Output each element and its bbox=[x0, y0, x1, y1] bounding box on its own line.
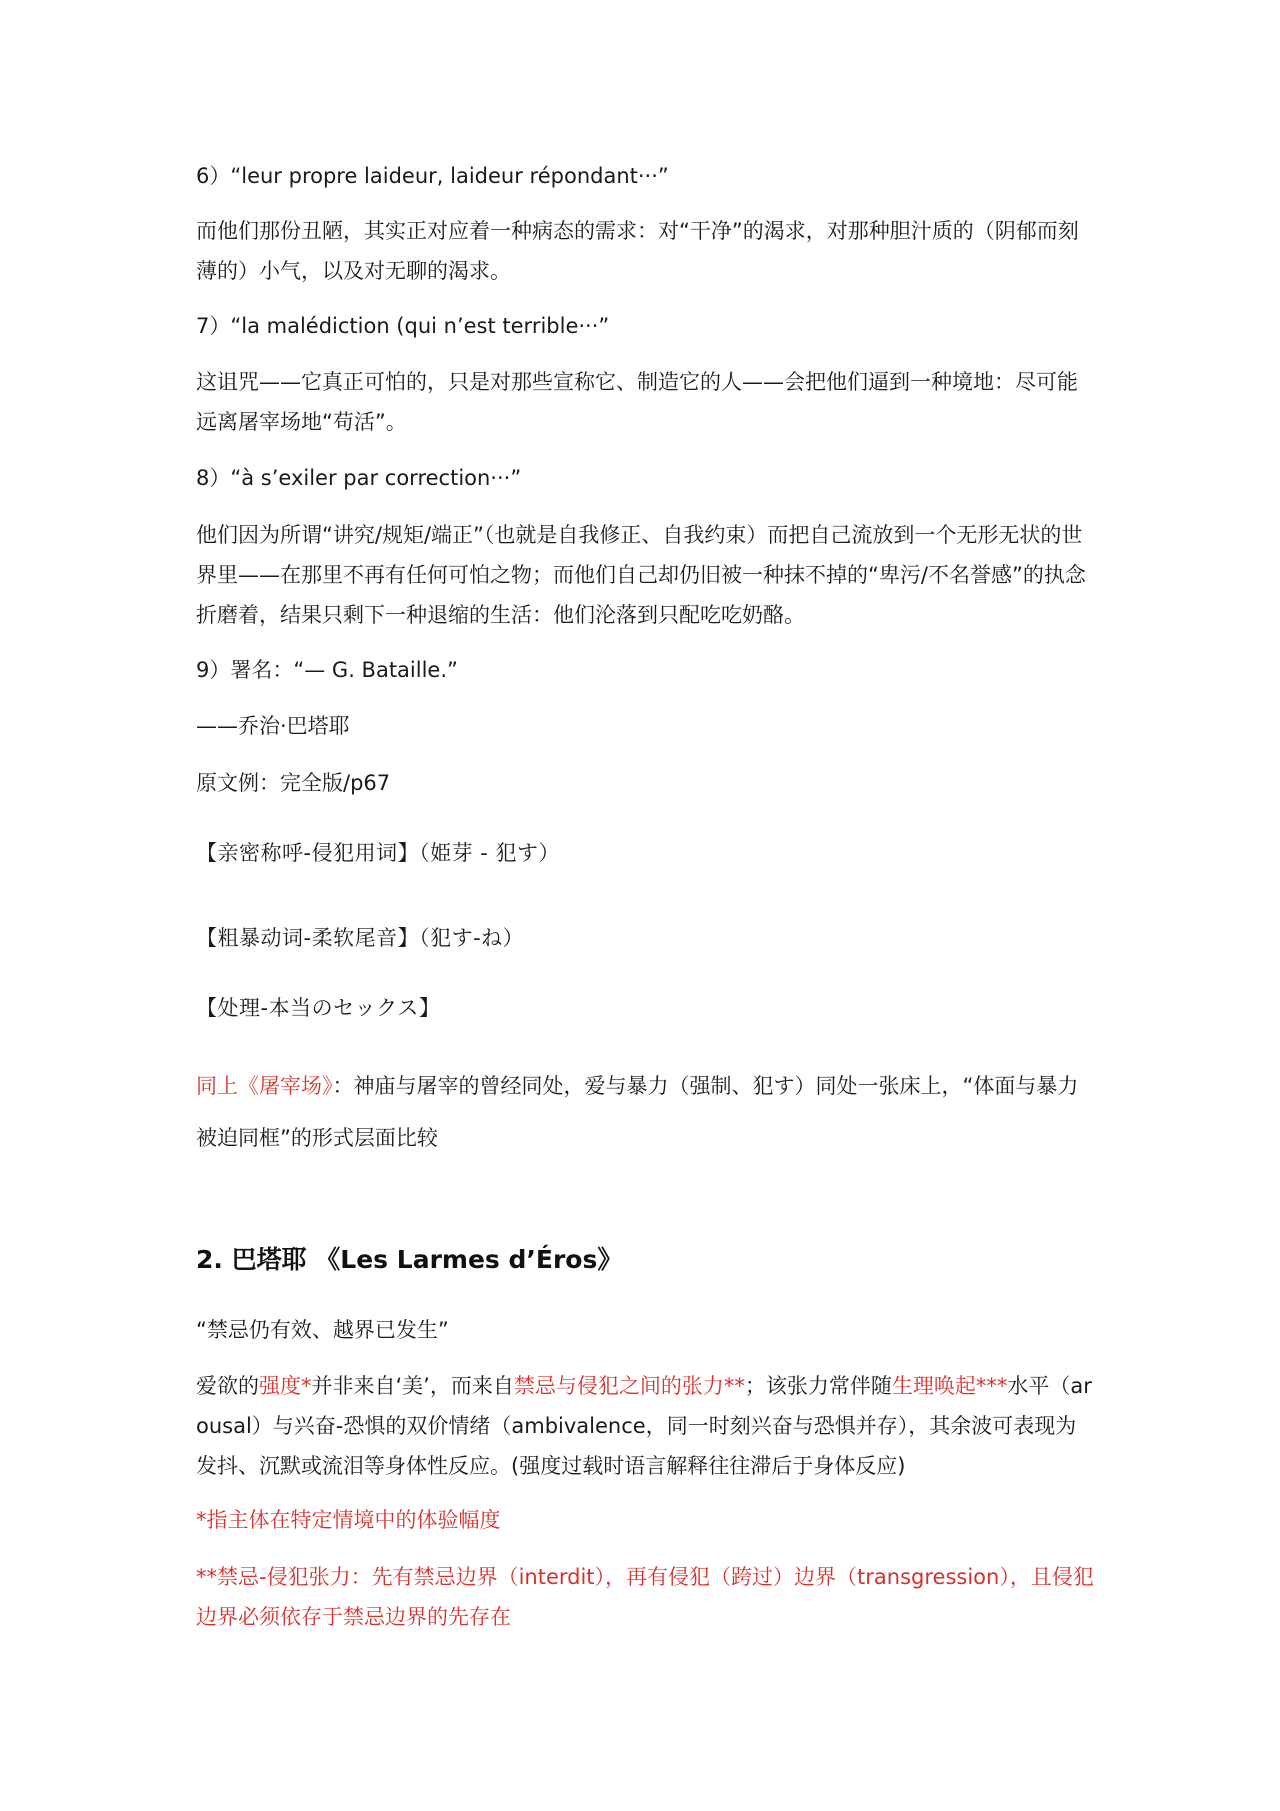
item-6-body: 而他们那份丑陋，其实正对应着一种病态的需求：对“干净”的渴求，对那种胆汁质的（阴郁而刻薄的）小气，以及对无聊的渴求。 bbox=[196, 219, 1079, 283]
reference-text: ：神庙与屠宰的曾经同处，爱与暴力（强制、犯す）同处一张床上，“体面与暴力被迫同框”的形式层面比较 bbox=[196, 1074, 1079, 1150]
para-text-2: 并非来自‘美’，而来自 bbox=[311, 1374, 514, 1398]
section-heading: 2. 巴塔耶 《Les Larmes d’Éros》 bbox=[196, 1245, 623, 1274]
bracket-line-2 bbox=[196, 918, 1096, 958]
item-7-heading: 7）“la malédiction (qui n’est terrible···” bbox=[196, 314, 610, 338]
source-line: 原文例：完全版/p67 bbox=[196, 771, 391, 795]
item-7-body: 这诅咒——它真正可怕的，只是对那些宣称它、制造它的人——会把他们逼到一种境地：尽可能远离屠宰场地“苟活”。 bbox=[196, 370, 1078, 434]
para-text-1: 爱欲的 bbox=[196, 1374, 259, 1398]
reference-title: 同上《屠宰场》 bbox=[196, 1074, 333, 1098]
item-8-heading: 8）“à s’exiler par correction···” bbox=[196, 466, 522, 490]
bracket-note-2: （犯す-ね） bbox=[419, 926, 525, 950]
bracket-line-3 bbox=[196, 988, 1096, 1028]
section-quote: “禁忌仍有效、越界已发生” bbox=[196, 1318, 449, 1342]
section-paragraph bbox=[196, 1366, 1096, 1486]
bracket-tag-3: 【处理-本当のセックス】 bbox=[196, 996, 441, 1020]
reference-paragraph bbox=[196, 1060, 1096, 1164]
para-text-4: 水平（arousal）与兴奋-恐惧的双价情绪（ambivalence，同一时刻兴奋与恐惧并存），其余波可表现为发抖、沉默或流泪等身体性反应。(强度过载时语言解释往往滞后于身体反应) bbox=[196, 1374, 1092, 1478]
footnote-1: *指主体在特定情境中的体验幅度 bbox=[196, 1508, 501, 1532]
footnote-2: **禁忌-侵犯张力：先有禁忌边界（interdit），再有侵犯（跨过）边界（transgression），且侵犯边界必须依存于禁忌边界的先存在 bbox=[196, 1565, 1094, 1629]
item-6-heading: 6）“leur propre laideur, laideur répondant···” bbox=[196, 164, 669, 188]
bracket-line-1 bbox=[196, 833, 1096, 873]
item-9-heading: 9）署名：“— G. Bataille.” bbox=[196, 658, 458, 682]
bracket-tag-2: 【粗暴动词-柔软尾音】 bbox=[196, 926, 420, 950]
bracket-note-1: （姫芽 - 犯す） bbox=[419, 841, 561, 865]
para-highlight-2: 禁忌与侵犯之间的张力** bbox=[513, 1374, 745, 1398]
para-highlight-3: 生理唤起*** bbox=[891, 1374, 1008, 1398]
signature-line: ——乔治·巴塔耶 bbox=[196, 714, 350, 738]
bracket-tag-1: 【亲密称呼-侵犯用词】 bbox=[196, 841, 420, 865]
item-8-body: 他们因为所谓“讲究/规矩/端正”（也就是自我修正、自我约束）而把自己流放到一个无形无状的世界里——在那里不再有任何可怕之物；而他们自己却仍旧被一种抹不掉的“卑污/不名誉感”的执念折磨着，结果只剩下一种退缩的生活：他们沦落到只配吃吃奶酪。 bbox=[196, 523, 1086, 627]
para-highlight-1: 强度* bbox=[259, 1374, 312, 1398]
para-text-3: ；该张力常伴随 bbox=[744, 1374, 892, 1398]
